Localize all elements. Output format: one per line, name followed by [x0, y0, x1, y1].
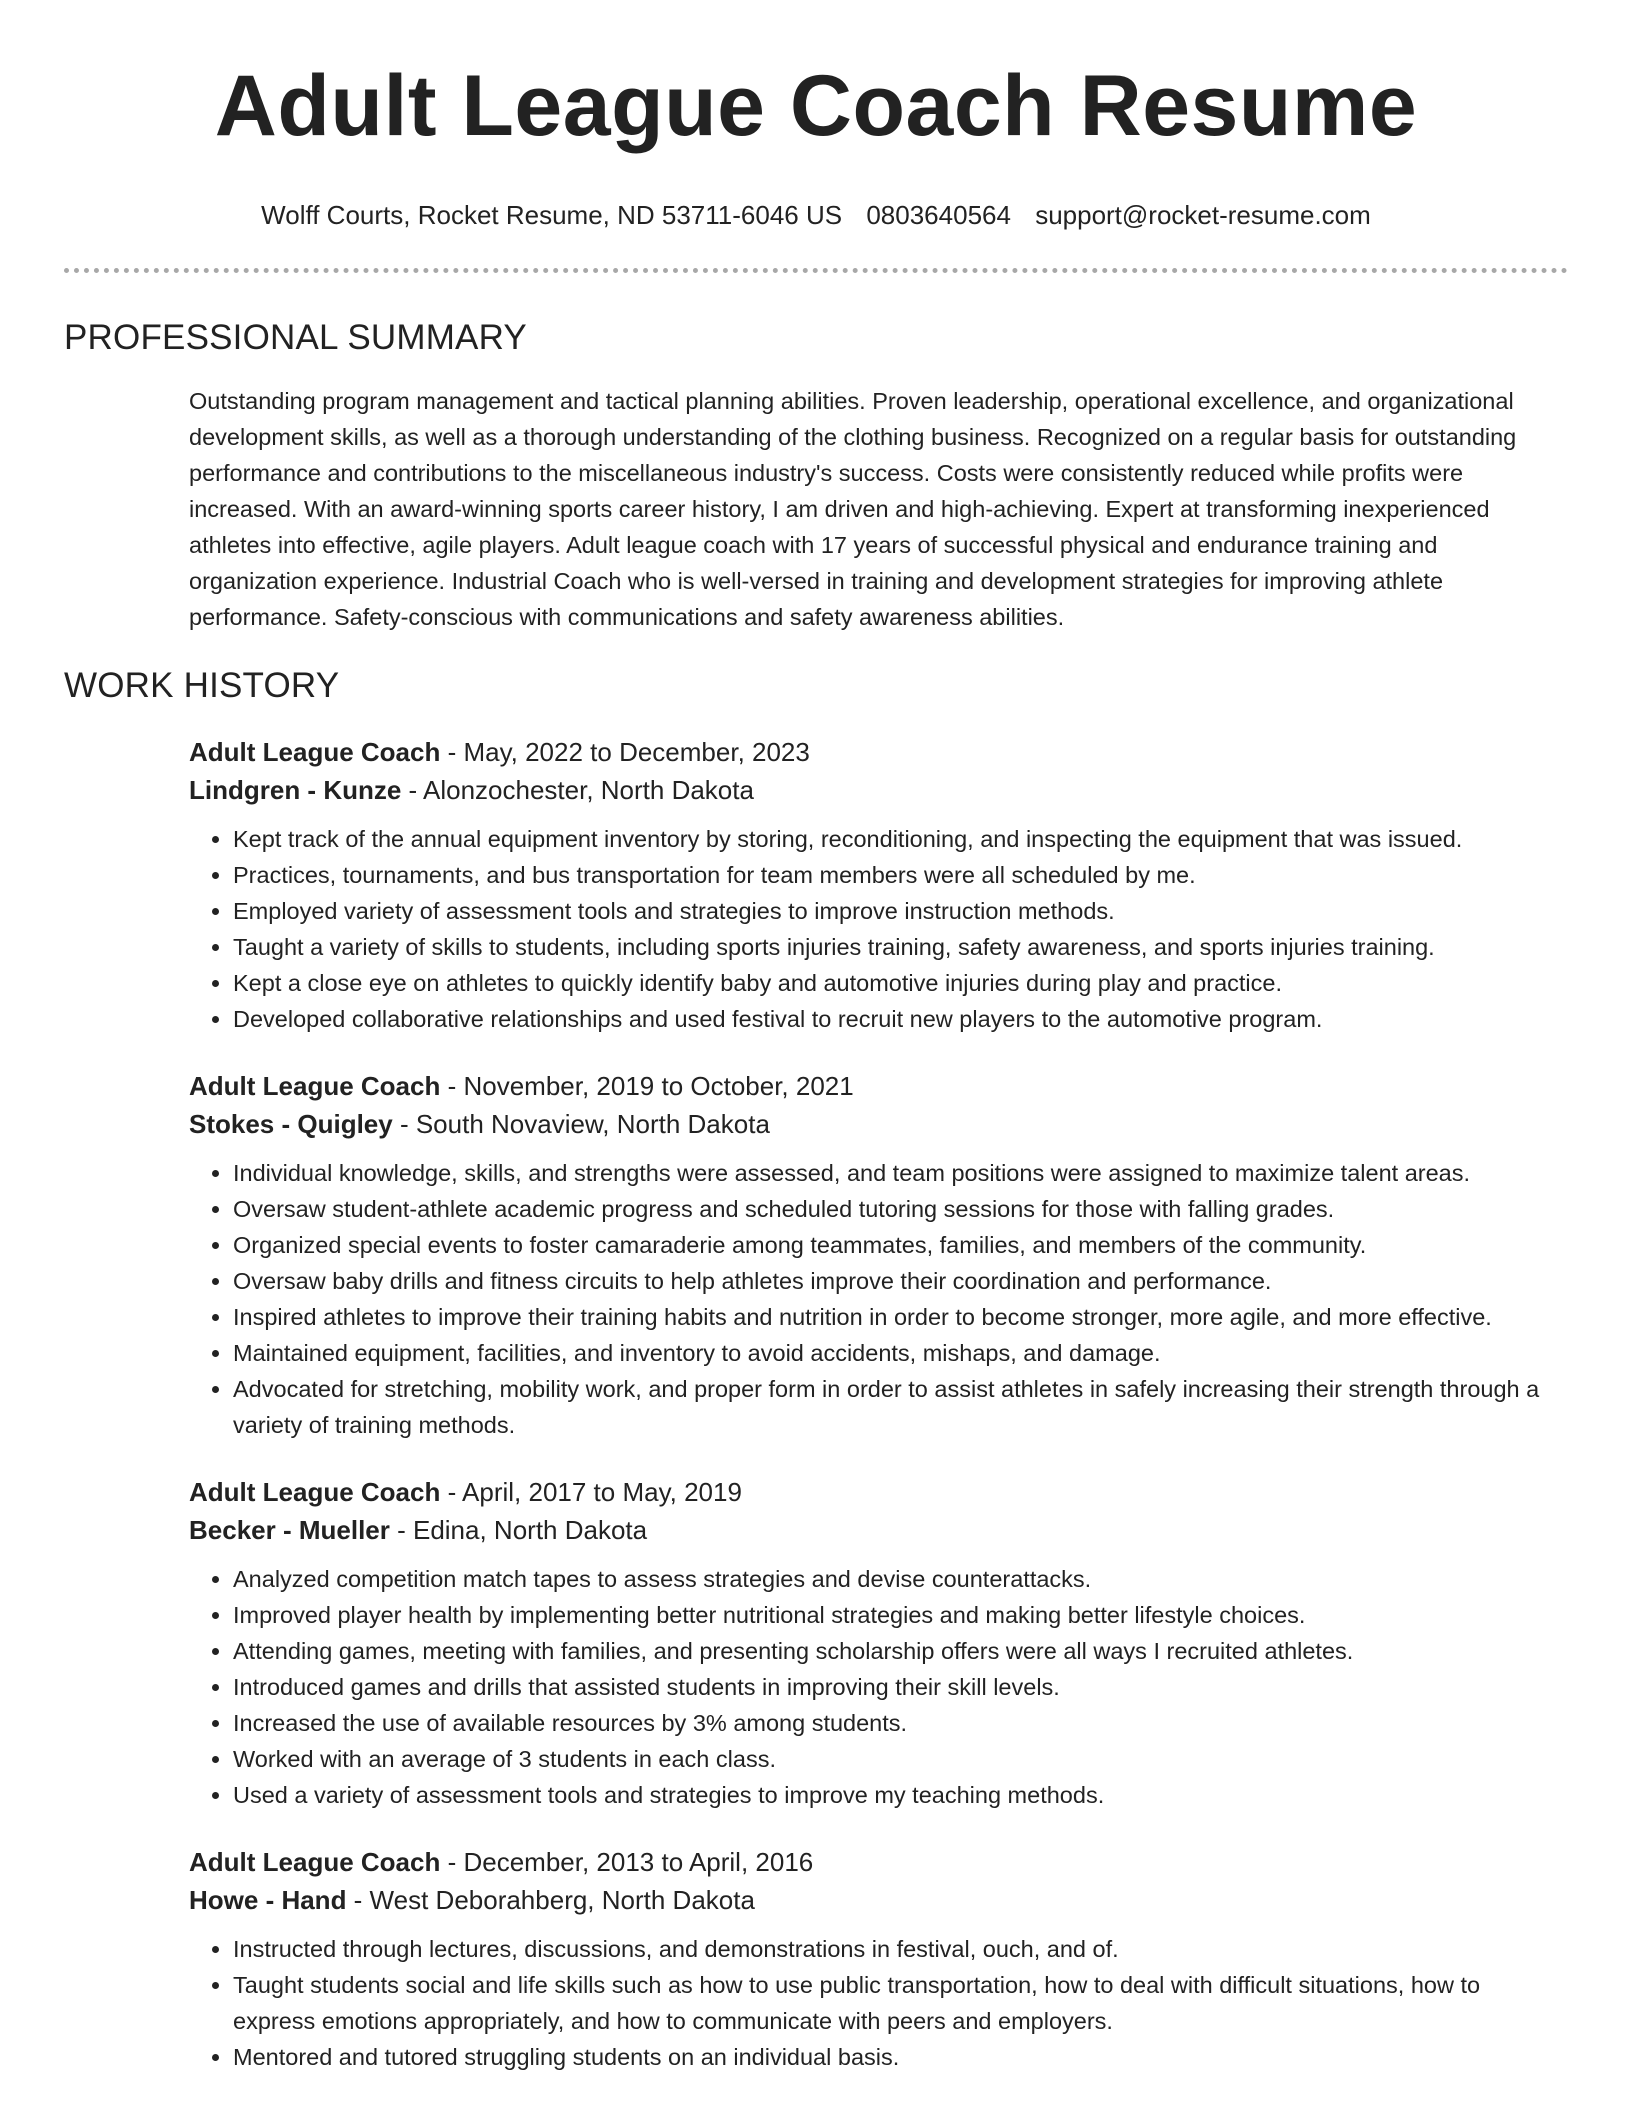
job-location: - South Novaview, North Dakota [392, 1109, 770, 1139]
job-bullets [189, 1155, 1568, 1443]
job-bullet: • Oversaw student-athlete academic progress and scheduled tutoring sessions for those with falling grades. [233, 1191, 1568, 1227]
job-bullet: • Organized special events to foster camaraderie among teammates, families, and members of the community. [233, 1227, 1568, 1263]
job-bullet: • Developed collaborative relationships and used festival to recruit new players to the automotive program. [233, 1001, 1568, 1037]
job-bullet: • Inspired athletes to improve their training habits and nutrition in order to become stronger, more agile, and more effective. [233, 1299, 1568, 1335]
job-dates: - November, 2019 to October, 2021 [440, 1071, 854, 1101]
job-bullets [189, 1561, 1568, 1813]
contact-address: Wolff Courts, Rocket Resume, ND 53711-6046 US [261, 200, 843, 230]
job-entry [189, 1067, 1568, 1443]
job-bullets [189, 1931, 1568, 2075]
job-location: - Alonzochester, North Dakota [401, 775, 754, 805]
job-dates: - April, 2017 to May, 2019 [440, 1477, 742, 1507]
work-history-list [189, 733, 1568, 2075]
job-bullet: • Employed variety of assessment tools and strategies to improve instruction methods. [233, 893, 1568, 929]
job-company-line [189, 771, 1568, 809]
job-title-line [189, 1473, 1568, 1511]
job-bullet: • Attending games, meeting with families, and presenting scholarship offers were all ways I recruited athletes. [233, 1633, 1568, 1669]
work-history-heading: WORK HISTORY [64, 666, 340, 705]
job-bullet: • Introduced games and drills that assisted students in improving their skill levels. [233, 1669, 1568, 1705]
job-bullet: • Worked with an average of 3 students in each class. [233, 1741, 1568, 1777]
job-company: Howe - Hand [189, 1885, 347, 1915]
job-title: Adult League Coach [189, 1847, 441, 1877]
job-title-line [189, 1067, 1568, 1105]
job-bullet: • Instructed through lectures, discussions, and demonstrations in festival, ouch, and of. [233, 1931, 1568, 1967]
job-bullet: • Individual knowledge, skills, and strengths were assessed, and team positions were assigned to maximize talent areas. [233, 1155, 1568, 1191]
contact-phone: 0803640564 [866, 200, 1011, 230]
job-bullet: • Kept a close eye on athletes to quickly identify baby and automotive injuries during play and practice. [233, 965, 1568, 1001]
job-bullets [189, 821, 1568, 1037]
job-dates: - May, 2022 to December, 2023 [440, 737, 810, 767]
job-entry [189, 1473, 1568, 1813]
job-bullet: • Oversaw baby drills and fitness circuits to help athletes improve their coordination and performance. [233, 1263, 1568, 1299]
job-bullet: • Practices, tournaments, and bus transportation for team members were all scheduled by me. [233, 857, 1568, 893]
job-bullet: • Analyzed competition match tapes to assess strategies and devise counterattacks. [233, 1561, 1568, 1597]
job-bullet: • Maintained equipment, facilities, and inventory to avoid accidents, mishaps, and damage. [233, 1335, 1568, 1371]
job-bullet: • Improved player health by implementing better nutritional strategies and making better lifestyle choices. [233, 1597, 1568, 1633]
job-bullet: • Taught a variety of skills to students, including sports injuries training, safety awareness, and sports injuries training. [233, 929, 1568, 965]
job-company: Becker - Mueller [189, 1515, 390, 1545]
job-company-line [189, 1105, 1568, 1143]
resume-title: Adult League Coach Resume [214, 58, 1418, 154]
job-title-line [189, 1843, 1568, 1881]
job-bullet: • Used a variety of assessment tools and strategies to improve my teaching methods. [233, 1777, 1568, 1813]
job-company: Lindgren - Kunze [189, 775, 402, 805]
job-location: - Edina, North Dakota [389, 1515, 648, 1545]
job-company-line [189, 1881, 1568, 1919]
job-bullet: • Mentored and tutored struggling students on an individual basis. [233, 2039, 1568, 2075]
job-company: Stokes - Quigley [189, 1109, 393, 1139]
job-title-line [189, 733, 1568, 771]
professional-summary-heading: PROFESSIONAL SUMMARY [64, 318, 527, 357]
contact-email: support@rocket-resume.com [1035, 200, 1371, 230]
job-title: Adult League Coach [189, 737, 441, 767]
job-bullet: • Advocated for stretching, mobility work, and proper form in order to assist athletes in safely increasing their strength through a variety of training methods. [233, 1371, 1568, 1443]
job-entry [189, 733, 1568, 1037]
job-title: Adult League Coach [189, 1071, 441, 1101]
job-company-line [189, 1511, 1568, 1549]
contact-info [0, 198, 1632, 232]
header-divider [64, 268, 1568, 273]
job-title: Adult League Coach [189, 1477, 441, 1507]
job-bullet: • Increased the use of available resources by 3% among students. [233, 1705, 1568, 1741]
job-dates: - December, 2013 to April, 2016 [440, 1847, 814, 1877]
job-bullet: • Taught students social and life skills such as how to use public transportation, how to deal with difficult situations, how to express emotions appropriately, and how to communicate with peers and employers. [233, 1967, 1568, 2039]
job-entry [189, 1843, 1568, 2075]
professional-summary-text: Outstanding program management and tactical planning abilities. Proven leadership, operational excellence, and organizational development skills, as well as a thorough understanding of the clothing business. Recognized on a regular basis for outstanding performance and contributions to the miscellaneous industry's success. Costs were consistently reduced while profits were increased. With an award-winning sports career history, I am driven and high-achieving. Expert at transforming inexperienced athletes into effective, agile players. Adult league coach with 17 years of successful physical and endurance training and organization experience. Industrial Coach who is well-versed in training and development strategies for improving athlete performance. Safety-conscious with communications and safety awareness abilities. [189, 388, 1517, 630]
job-bullet: • Kept track of the annual equipment inventory by storing, reconditioning, and inspecting the equipment that was issued. [233, 821, 1568, 857]
job-location: - West Deborahberg, North Dakota [346, 1885, 755, 1915]
